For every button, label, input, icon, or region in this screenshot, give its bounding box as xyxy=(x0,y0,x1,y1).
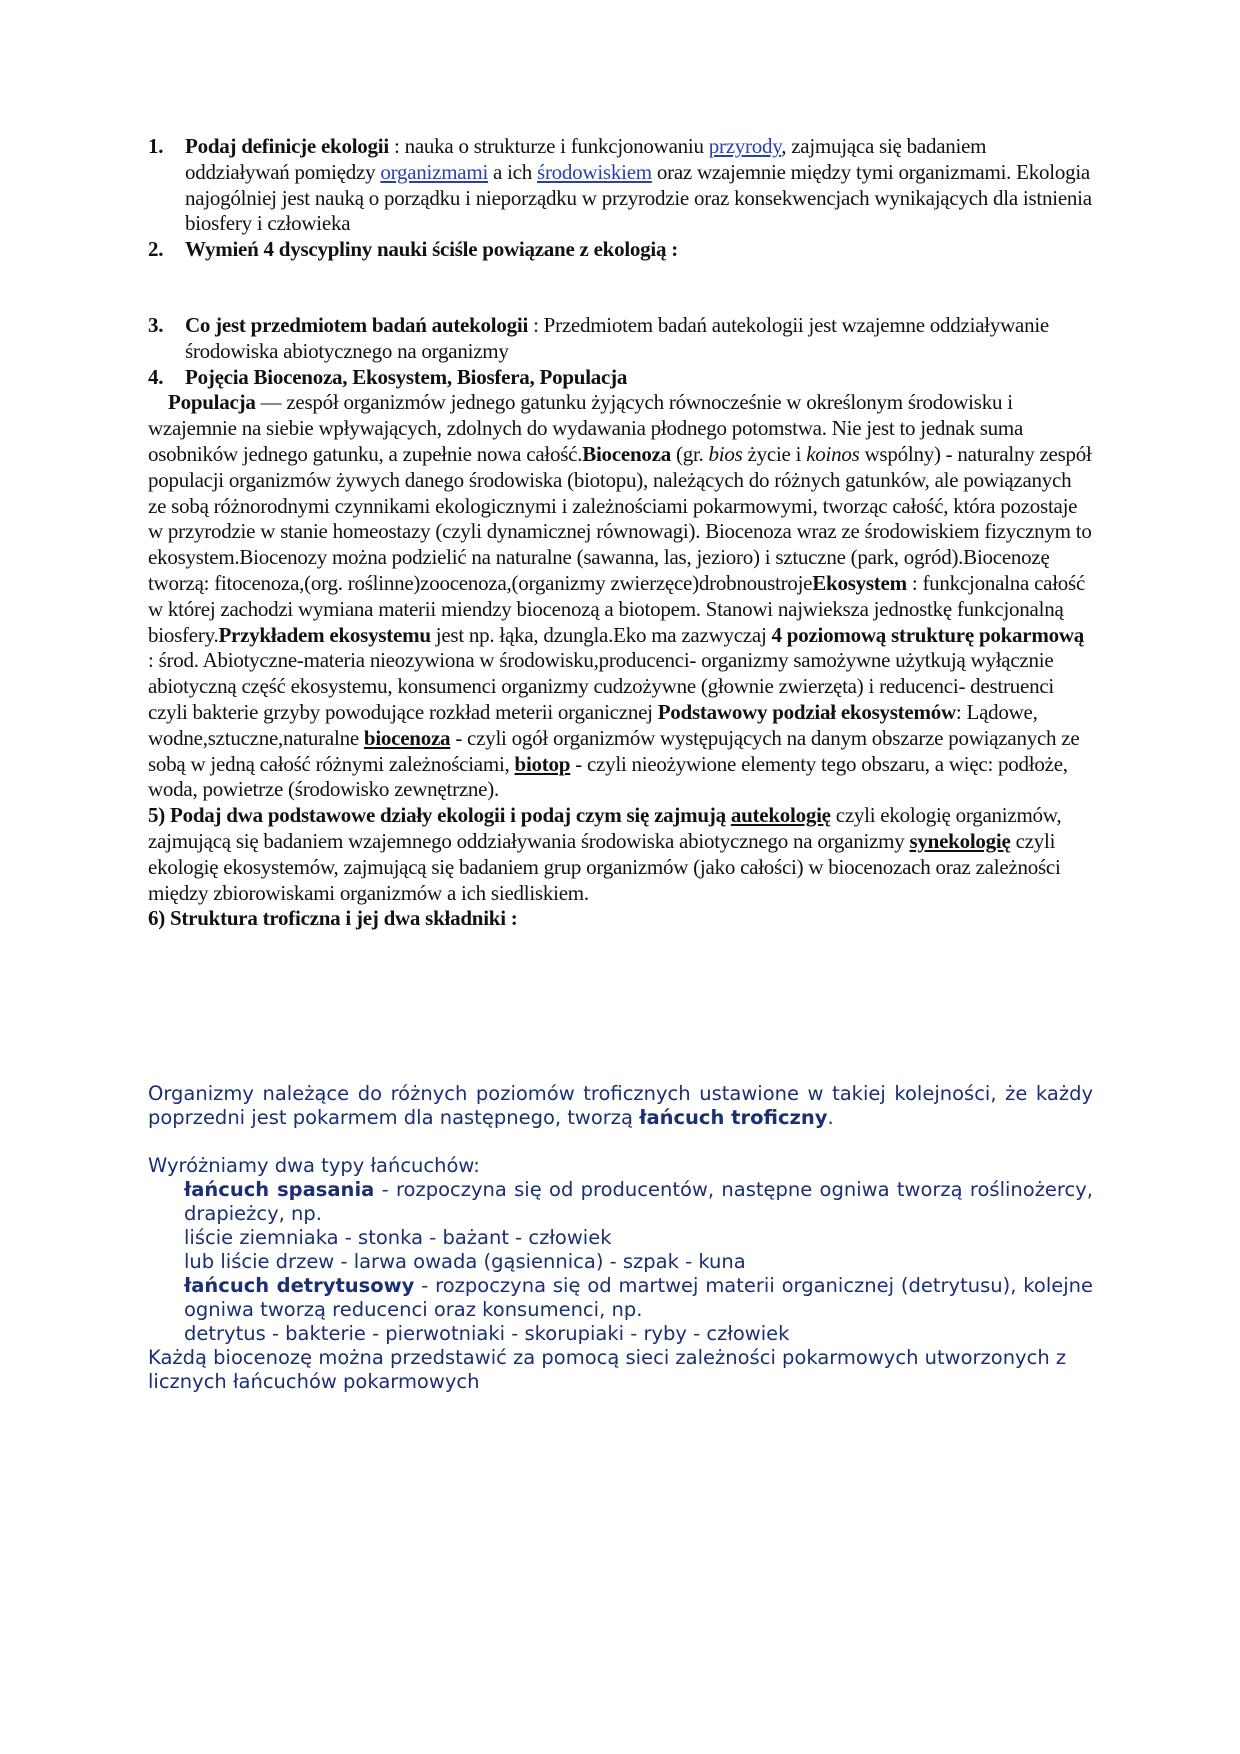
hyperlink[interactable]: przyrody xyxy=(708,134,782,158)
grazing-chain-example-2 xyxy=(148,1250,1093,1274)
text-run: - czyli ogół organizmów występujących na danym obszarze powiązanych ze sobą w jedną całość różnymi zależnościami, xyxy=(148,725,1080,776)
text-run: a ich xyxy=(488,159,538,184)
question-5 xyxy=(148,803,1093,906)
question-1 xyxy=(148,134,1093,237)
text-run: : środ. Abiotyczne-materia nieozywiona w środowisku,producenci- organizmy samożywne użytkują wyłącznie abiotyczną część ekosystemu, konsumenci organizmy cudzożywne (głownie zwierzęta) i reducenci- destruenci czyli bakterie grzyby powodujące rozkład meterii organicznej xyxy=(148,648,1054,724)
text-run: : funkcjonalna całość w której zachodzi wymiana materii miendzy biocenozą a biotopem. Stanowi najwieksza jednostkę funkcjonalną biosfery. xyxy=(148,570,1086,647)
text-run xyxy=(148,390,168,414)
list-number: 2. xyxy=(148,237,164,262)
question-2 xyxy=(148,237,1093,263)
detritus-chain xyxy=(148,1274,1093,1322)
bold-text: łańcuch spasania xyxy=(184,1178,375,1201)
question-list-3-6 xyxy=(148,313,1093,932)
text-run: . xyxy=(827,1106,834,1129)
bold-text: biotop xyxy=(514,751,571,776)
text-run: , zajmująca się badaniem oddziaływań pomiędzy xyxy=(185,134,987,184)
trophic-chain-definition xyxy=(148,1082,1093,1130)
text-run: koinos xyxy=(806,441,860,466)
bold-text: Podaj definicje ekologii xyxy=(185,134,389,158)
grazing-chain xyxy=(148,1178,1093,1226)
question-3 xyxy=(148,313,1093,365)
hyperlink[interactable]: organizmami xyxy=(380,159,489,184)
text-run: : Przedmiotem badań autekologii jest wzajemne oddziaływanie środowiska abiotycznego na organizmy xyxy=(185,313,1049,363)
bold-text: 4 poziomową strukturę pokarmową xyxy=(771,622,1085,647)
bold-text: 5) Podaj dwa podstawowe działy ekologii i podaj czym się zajmują xyxy=(148,803,731,828)
text-run: oraz wzajemnie między tymi organizmami. Ekologia najogólniej jest nauką o porządku i nieporządku w przyrodzie oraz konsekwencjach wynikających dla istnienia biosfery i człowieka xyxy=(185,159,1092,236)
text-run: detrytus - bakterie - pierwotniaki - skorupiaki - ryby - człowiek xyxy=(184,1322,790,1345)
bold-text: 6) Struktura troficzna i jej dwa składniki : xyxy=(148,906,518,931)
text-run: jest np. łąka, dzungla.Eko ma zazwyczaj xyxy=(430,622,772,647)
question-6 xyxy=(148,906,1093,932)
text-run: Organizmy należące do różnych poziomów troficznych ustawione w takiej kolejności, że każdy poprzedni jest pokarmem dla następnego, tworzą xyxy=(148,1082,1093,1129)
bold-text: synekologię xyxy=(909,828,1011,853)
bold-text: Pojęcia Biocenoza, Ekosystem, Biosfera, Populacja xyxy=(185,364,628,389)
list-number: 4. xyxy=(148,364,164,389)
text-run: - rozpoczyna się od martwej materii organicznej (detrytusu), kolejne ogniwa tworzą reducenci oraz konsumenci, np. xyxy=(184,1274,1094,1321)
text-run: lub liście drzew - larwa owada (gąsiennica) - szpak - kuna xyxy=(184,1250,746,1273)
text-run: : Lądowe, wodne,sztuczne,naturalne xyxy=(148,699,1038,750)
text-run: liście ziemniaka - stonka - bażant - człowiek xyxy=(184,1226,612,1249)
bold-text: Podstawowy podział ekosystemów xyxy=(657,699,956,724)
trophic-section xyxy=(148,1082,1093,1394)
text-run: Wyróżniamy dwa typy łańcuchów: xyxy=(148,1154,480,1177)
text-run: - czyli nieożywione elementy tego obszaru, a więc: podłoże, woda, powietrze (środowisko zewnętrzne). xyxy=(148,751,1068,802)
definitions-paragraph xyxy=(148,390,1093,803)
bold-text: Przykładem ekosystemu xyxy=(218,622,431,647)
text-run: życie i xyxy=(742,441,807,466)
text-run: czyli ekologię ekosystemów, zajmującą się badaniem grup organizmów (jako całości) w biocenozach oraz zależności między zbiorowiskami organizmów a ich siedliskiem. xyxy=(148,828,1061,905)
list-number: 3. xyxy=(148,313,164,337)
text-run: : nauka o strukturze i funkcjonowaniu xyxy=(388,134,709,158)
text-run: (gr. xyxy=(670,441,709,466)
hyperlink[interactable]: środowiskiem xyxy=(537,159,652,184)
chain-types-intro xyxy=(148,1154,1093,1178)
text-run: wspólny) - naturalny zespół populacji organizmów żywych danego środowiska (biotopu), należących do różnych gatunków, ale powiązanych ze sobą różnorodnymi czynnikami ekologicznymi i zależnościami pokarmowymi, tworząc całość, która pozostaje w przyrodzie w stanie homeostazy (czyli dynamicznej równowagi). Biocenoza wraz ze środowiskiem fizycznym to ekosystem.Biocenozy można podzielić na naturalne (sawanna, las, jezioro) i sztuczne (park, ogród).Biocenozę tworzą: fitocenoza,(org. roślinne)zoocenoza,(organizmy zwierzęce)drobnoustroje xyxy=(148,441,1092,595)
text-run: — zespół organizmów jednego gatunku żyjących równocześnie w określonym środowisku i wzajemnie na siebie wpływających, zdolnych do wydawania płodnego potomstwa. Nie jest to jednak suma osobników jednego gatunku, a zupełnie nowa całość. xyxy=(148,390,1024,466)
bold-text: autekologię xyxy=(730,803,831,828)
question-4 xyxy=(148,365,1093,391)
bold-text: łańcuch detrytusowy xyxy=(184,1274,415,1297)
bold-text: łańcuch troficzny xyxy=(639,1106,828,1129)
text-run: bios xyxy=(708,441,743,466)
detritus-chain-example xyxy=(148,1322,1093,1346)
bold-text: Ekosystem xyxy=(812,570,907,595)
bold-text: Biocenoza xyxy=(582,441,671,466)
list-number: 1. xyxy=(148,134,164,158)
food-web-summary xyxy=(148,1346,1093,1394)
bold-text: Wymień 4 dyscypliny nauki ściśle powiązane z ekologią : xyxy=(185,237,679,262)
bold-text: Co jest przedmiotem badań autekologii xyxy=(185,313,529,337)
grazing-chain-example-1 xyxy=(148,1226,1093,1250)
text-run: - rozpoczyna się od producentów, następne ogniwa tworzą roślinożercy, drapieżcy, np. xyxy=(184,1178,1093,1225)
question-list-1-2 xyxy=(148,134,1093,263)
bold-text: biocenoza xyxy=(363,725,451,750)
text-run: czyli ekologię organizmów, zajmującą się badaniem wzajemnego oddziaływania środowiska abiotycznego na organizmy xyxy=(148,803,1062,853)
bold-text: Populacja xyxy=(168,390,256,415)
text-run: Każdą biocenozę można przedstawić za pomocą sieci zależności pokarmowych utworzonych z licznych łańcuchów pokarmowych xyxy=(148,1346,1067,1393)
